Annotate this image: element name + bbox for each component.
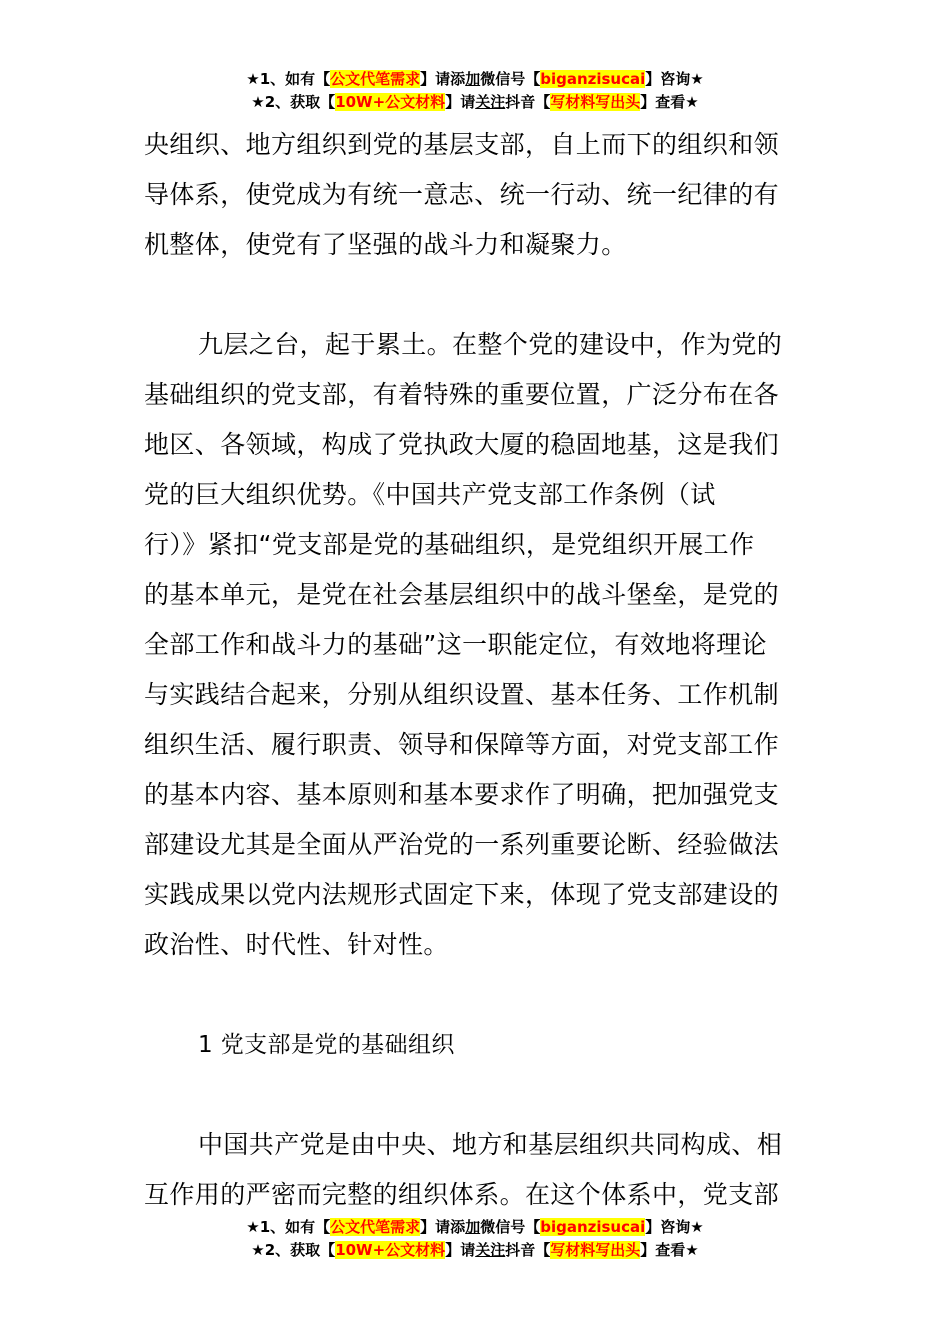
body-line: 的基本单元，是党在社会基层组织中的战斗堡垒，是党的 [144, 580, 780, 609]
banner-text: ★1、如有【 [246, 70, 331, 88]
banner-text: 】查看★ [640, 1241, 699, 1259]
banner-text: ★1、如有【 [246, 1218, 331, 1236]
highlight-wechat-id: biganzisucai [540, 1218, 646, 1236]
body-line: 党的巨大组织优势。《中国共产党支部工作条例（试 [144, 480, 716, 509]
banner-text: ★2、获取【 [251, 1241, 336, 1259]
body-line: 央组织、地方组织到党的基层支部，自上而下的组织和领 [144, 130, 780, 159]
banner-text: 】请添 [420, 70, 466, 88]
body-line: 组织生活、履行职责、领导和保障等方面，对党支部工作 [144, 730, 780, 759]
body-line: 政治性、时代性、针对性。 [144, 930, 449, 959]
banner-line-2 [0, 1239, 950, 1262]
banner-text: 微信号【 [480, 1218, 541, 1236]
body-line: 中国共产党是由中央、地方和基层组织共同构成、相 [198, 1130, 783, 1159]
banner-text: 】咨询★ [645, 1218, 704, 1236]
footer-banner [0, 1216, 950, 1262]
banner-text: 】咨询★ [645, 70, 704, 88]
highlight-douyin-account: 写材料写出头 [550, 1241, 641, 1259]
body-line: 的基本内容、基本原则和基本要求作了明确，把加强党支 [144, 780, 780, 809]
body-line: 实践成果以党内法规形式固定下来，体现了党支部建设的 [144, 880, 780, 909]
highlight-service: 公文代笔需求 [330, 70, 421, 88]
body-line: 互作用的严密而完整的组织体系。在这个体系中，党支部 [144, 1180, 780, 1209]
highlight-douyin-account: 写材料写出头 [550, 93, 641, 111]
paragraph-spacer [144, 270, 809, 320]
highlight-materials: 10W+公文材料 [335, 1241, 446, 1259]
header-banner [0, 68, 950, 114]
banner-text: 微信号【 [480, 70, 541, 88]
paragraph-spacer [144, 970, 809, 1020]
highlight-wechat-id: biganzisucai [540, 70, 646, 88]
body-line: 地区、各领域，构成了党执政大厦的稳固地基，这是我们 [144, 430, 780, 459]
banner-line-1 [0, 68, 950, 91]
body-line: 行）》紧扣“党支部是党的基础组织，是党组织开展工作 [144, 530, 755, 559]
banner-text: 】请 [445, 1241, 476, 1259]
banner-text: 】查看★ [640, 93, 699, 111]
banner-text: 】请添 [420, 1218, 466, 1236]
highlight-materials: 10W+公文材料 [335, 93, 446, 111]
body-line: 九层之台，起于累土。在整个党的建设中，作为党的 [198, 330, 783, 359]
banner-underlined-text: 关注 [475, 93, 506, 111]
banner-text: 抖音【 [505, 93, 551, 111]
section-heading: 1 党支部是党的基础组织 [198, 1032, 455, 1058]
banner-line-2 [0, 91, 950, 114]
banner-line-1 [0, 1216, 950, 1239]
body-line: 全部工作和战斗力的基础”这一职能定位，有效地将理论 [144, 630, 767, 659]
body-line: 导体系，使党成为有统一意志、统一行动、统一纪律的有 [144, 180, 780, 209]
banner-text: ★2、获取【 [251, 93, 336, 111]
banner-underlined-text: 关注 [475, 1241, 506, 1259]
banner-underlined-text: 加 [465, 1218, 481, 1236]
body-line: 机整体，使党有了坚强的战斗力和凝聚力。 [144, 230, 627, 259]
banner-underlined-text: 加 [465, 70, 481, 88]
document-body [144, 120, 809, 1220]
body-line: 与实践结合起来，分别从组织设置、基本任务、工作机制 [144, 680, 780, 709]
body-line: 基础组织的党支部，有着特殊的重要位置，广泛分布在各 [144, 380, 780, 409]
body-line: 部建设尤其是全面从严治党的一系列重要论断、经验做法 [144, 830, 780, 859]
banner-text: 抖音【 [505, 1241, 551, 1259]
banner-text: 】请 [445, 93, 476, 111]
highlight-service: 公文代笔需求 [330, 1218, 421, 1236]
paragraph-spacer [144, 1070, 809, 1120]
